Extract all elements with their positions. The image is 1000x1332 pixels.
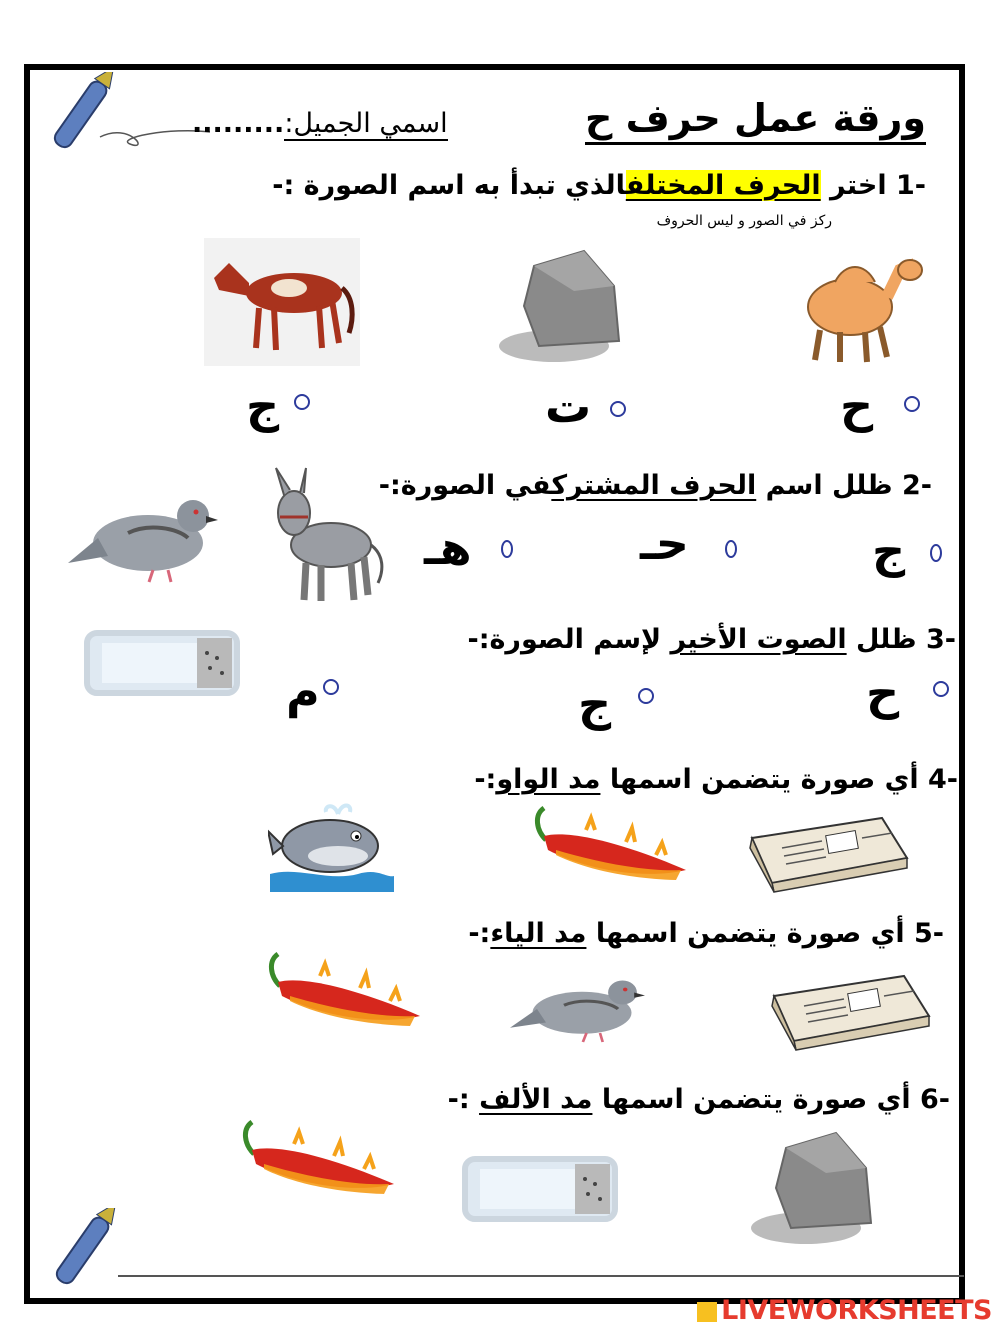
chili-pepper-picture[interactable] — [526, 800, 704, 892]
q2-option-2-letter: حـ — [640, 516, 689, 570]
question-1 — [272, 170, 926, 201]
question-6 — [448, 1084, 950, 1115]
question-5-underlined: مد الياء — [490, 918, 587, 949]
question-2-number: -2 — [901, 470, 932, 501]
question-1-highlight: الحرف المختلف — [625, 170, 821, 201]
newspaper-picture[interactable] — [742, 808, 910, 898]
question-5-suffix: :- — [468, 918, 491, 949]
salt-shaker-picture[interactable] — [82, 628, 242, 700]
question-1-suffix: الذي تبدأ به اسم الصورة :- — [272, 170, 626, 201]
horse-picture[interactable] — [204, 238, 360, 366]
question-4-number: -4 — [927, 764, 958, 795]
question-2-underlined: الحرف المشترك — [551, 470, 757, 501]
q1-option-1-letter: ح — [840, 379, 874, 433]
name-dots: ......... — [192, 108, 285, 139]
rock-picture[interactable] — [494, 246, 634, 371]
pen-icon — [42, 1208, 122, 1298]
question-3-prefix: ظلل — [846, 624, 917, 655]
q3-option-3-letter: م — [286, 664, 320, 718]
newspaper-picture[interactable] — [764, 966, 932, 1056]
q2-option-1-letter: ج — [872, 524, 906, 578]
question-4-underlined: مد الواو — [496, 764, 601, 795]
q3-option-1-radio[interactable] — [933, 681, 949, 697]
question-4-suffix: :- — [474, 764, 497, 795]
q1-option-1-radio[interactable] — [904, 396, 920, 412]
chili-pepper-picture[interactable] — [260, 946, 438, 1038]
question-4-text: أي صورة يتضمن اسمها — [600, 764, 919, 795]
question-6-suffix: :- — [447, 1084, 480, 1115]
q1-option-2-letter: ت — [545, 379, 592, 433]
question-3-number: -3 — [925, 624, 956, 655]
salt-shaker-picture[interactable] — [460, 1154, 620, 1226]
q3-option-2-letter: ج — [578, 677, 612, 731]
logo-icon — [697, 1302, 717, 1322]
q1-option-3-letter: ج — [246, 379, 280, 433]
name-field[interactable] — [192, 108, 448, 139]
q2-option-3-radio[interactable] — [501, 540, 513, 558]
question-6-text: أي صورة يتضمن اسمها — [592, 1084, 911, 1115]
rock-picture[interactable] — [746, 1128, 886, 1253]
question-2 — [379, 470, 932, 501]
q1-option-2-radio[interactable] — [610, 401, 626, 417]
question-2-prefix: ظلل اسم — [756, 470, 893, 501]
pigeon-picture[interactable] — [68, 478, 218, 588]
q2-option-2-radio[interactable] — [725, 540, 737, 558]
footer-line — [118, 1275, 964, 1277]
chili-pepper-picture[interactable] — [234, 1114, 412, 1206]
question-3-underlined: الصوت الأخير — [670, 624, 847, 655]
question-5-number: -5 — [913, 918, 944, 949]
q3-option-1-letter: ح — [866, 666, 900, 720]
question-2-suffix: في الصورة:- — [378, 470, 552, 501]
q3-option-2-radio[interactable] — [638, 688, 654, 704]
question-4 — [474, 764, 958, 795]
name-label: اسمي الجميل: — [284, 108, 448, 139]
question-3 — [467, 624, 956, 655]
donkey-picture[interactable] — [266, 465, 388, 605]
question-5-text: أي صورة يتضمن اسمها — [586, 918, 905, 949]
pen-icon — [40, 72, 210, 162]
question-6-number: -6 — [919, 1084, 950, 1115]
question-5 — [468, 918, 944, 949]
q2-option-3-letter: هـ — [424, 521, 472, 575]
question-1-hint: ركز في الصور و ليس الحروف — [656, 213, 832, 229]
question-6-underlined: مد الألف — [479, 1084, 593, 1115]
camel-picture[interactable] — [795, 252, 925, 367]
question-1-number: -1 — [895, 170, 926, 201]
whale-picture[interactable] — [268, 796, 394, 892]
q3-option-3-radio[interactable] — [323, 679, 339, 695]
page-title: ورقة عمل حرف ح — [585, 96, 926, 145]
q1-option-3-radio[interactable] — [294, 394, 310, 410]
logo-text: LIVEWORKSHEETS — [721, 1295, 992, 1326]
question-3-suffix: لإسم الصورة:- — [467, 624, 671, 655]
pigeon-picture[interactable] — [510, 964, 660, 1046]
liveworksheets-logo — [697, 1295, 992, 1326]
q2-option-1-radio[interactable] — [930, 544, 942, 562]
question-1-prefix: اختر — [830, 170, 887, 201]
